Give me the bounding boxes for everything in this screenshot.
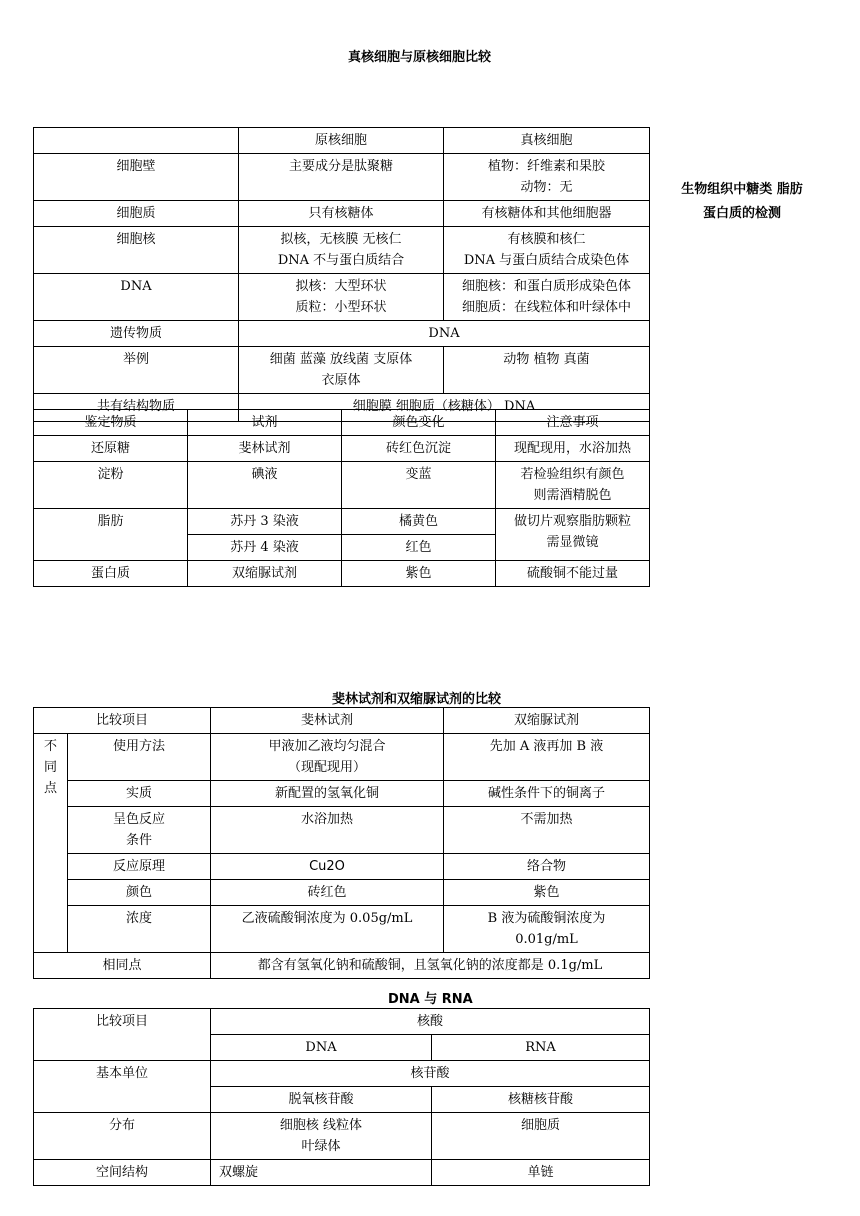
biuret-cell: 紫色: [444, 880, 650, 906]
table-row: [34, 436, 650, 462]
shared-cell: DNA: [239, 321, 650, 347]
row-label: 反应原理: [68, 854, 211, 880]
biuret-cell: 络合物: [444, 854, 650, 880]
note-cell: 硫酸铜不能过量: [496, 561, 650, 587]
eukaryote-cell: 有核膜和核仁 DNA 与蛋白质结合成染色体: [444, 227, 650, 274]
table-row: [34, 807, 650, 854]
row-label: DNA: [34, 274, 239, 321]
rna-header: RNA: [432, 1035, 650, 1061]
row-label: 使用方法: [68, 734, 211, 781]
row-label: 遗传物质: [34, 321, 239, 347]
header-substance: 鉴定物质: [34, 410, 188, 436]
prokaryote-cell: 拟核：大型环状 质粒：小型环状: [239, 274, 444, 321]
fehling-cell: 砖红色: [211, 880, 444, 906]
table-row: [34, 906, 650, 953]
same-point-value: 都含有氢氧化钠和硫酸铜，且氢氧化钠的浓度都是 0.1g/mL: [211, 953, 650, 979]
dna-unit: 脱氧核苷酸: [211, 1087, 432, 1113]
table-row: [34, 201, 650, 227]
section3-title: 斐林试剂和双缩脲试剂的比较: [332, 692, 502, 707]
dna-distribution: 细胞核 线粒体 叶绿体: [211, 1113, 432, 1160]
substance-cell: 淀粉: [34, 462, 188, 509]
header-fehling: 斐林试剂: [211, 708, 444, 734]
header-empty: [34, 128, 239, 154]
biuret-cell: 先加 A 液再加 B 液: [444, 734, 650, 781]
table-row: [34, 561, 650, 587]
distribution-label: 分布: [34, 1113, 211, 1160]
eukaryote-cell: 动物 植物 真菌: [444, 347, 650, 394]
prokaryote-cell: 只有核糖体: [239, 201, 444, 227]
substance-cell: 蛋白质: [34, 561, 188, 587]
same-point-label: 相同点: [34, 953, 211, 979]
note-cell: 做切片观察脂肪颗粒 需显微镜: [496, 509, 650, 561]
section1-title: 真核细胞与原核细胞比较: [348, 50, 492, 65]
header-color: 颜色变化: [342, 410, 496, 436]
reagent-comparison-table: [33, 707, 650, 979]
eukaryote-cell: 有核糖体和其他细胞器: [444, 201, 650, 227]
table-row: [34, 880, 650, 906]
substance-cell: 脂肪: [34, 509, 188, 561]
table-row: [34, 1160, 650, 1186]
row-label: 实质: [68, 781, 211, 807]
color-cell: 紫色: [342, 561, 496, 587]
prokaryote-cell: 主要成分是肽聚糖: [239, 154, 444, 201]
table-row: [34, 1113, 650, 1160]
prokaryote-cell: 拟核，无核膜 无核仁 DNA 不与蛋白质结合: [239, 227, 444, 274]
eukaryote-cell: 细胞核：和蛋白质形成染色体 细胞质：在线粒体和叶绿体中: [444, 274, 650, 321]
table-row: [34, 953, 650, 979]
dna-rna-table: [33, 1008, 650, 1186]
fehling-cell: Cu2O: [211, 854, 444, 880]
prokaryote-cell: 细菌 蓝藻 放线菌 支原体 衣原体: [239, 347, 444, 394]
table-row: [34, 781, 650, 807]
table-row: [34, 154, 650, 201]
eukaryote-cell: 植物：纤维素和果胶 动物：无: [444, 154, 650, 201]
fehling-cell: 甲液加乙液均匀混合 （现配现用）: [211, 734, 444, 781]
color-cell: 变蓝: [342, 462, 496, 509]
nucleic-acid-header: 核酸: [211, 1009, 650, 1035]
row-label: 细胞壁: [34, 154, 239, 201]
row-label: 颜色: [68, 880, 211, 906]
header-reagent: 试剂: [188, 410, 342, 436]
reagent-cell: 双缩脲试剂: [188, 561, 342, 587]
reagent-cell: 苏丹 4 染液: [188, 535, 342, 561]
reagent-cell: 苏丹 3 染液: [188, 509, 342, 535]
reagent-cell: 斐林试剂: [188, 436, 342, 462]
row-label: 呈色反应 条件: [68, 807, 211, 854]
table-row: [34, 274, 650, 321]
color-cell: 红色: [342, 535, 496, 561]
rna-distribution: 细胞质: [432, 1113, 650, 1160]
rna-structure: 单链: [432, 1160, 650, 1186]
fehling-cell: 乙液硫酸铜浓度为 0.05g/mL: [211, 906, 444, 953]
note-cell: 现配现用，水浴加热: [496, 436, 650, 462]
difference-group-label: 不 同 点: [34, 734, 68, 953]
header-biuret: 双缩脲试剂: [444, 708, 650, 734]
header-prokaryote: 原核细胞: [239, 128, 444, 154]
fehling-cell: 新配置的氢氧化铜: [211, 781, 444, 807]
shared-cell: 细胞膜 细胞质（核糖体） DNA: [239, 394, 650, 422]
compare-item-label: 比较项目: [34, 1009, 211, 1061]
table-row: [34, 227, 650, 274]
side-note: 生物组织中糖类 脂肪 蛋白质的检测: [681, 182, 803, 221]
fehling-cell: 水浴加热: [211, 807, 444, 854]
section4-title: DNA 与 RNA: [388, 992, 473, 1007]
dna-structure: 双螺旋: [211, 1160, 432, 1186]
dna-header: DNA: [211, 1035, 432, 1061]
row-label: 共有结构物质: [34, 394, 239, 422]
unit-label: 基本单位: [34, 1061, 211, 1113]
table-row: [34, 509, 650, 535]
header-note: 注意事项: [496, 410, 650, 436]
unit-value: 核苷酸: [211, 1061, 650, 1087]
table-row: [34, 1061, 650, 1087]
cell-comparison-table: [33, 127, 650, 422]
detection-table: [33, 409, 650, 587]
biuret-cell: 碱性条件下的铜离子: [444, 781, 650, 807]
substance-cell: 还原糖: [34, 436, 188, 462]
biuret-cell: 不需加热: [444, 807, 650, 854]
row-label: 举例: [34, 347, 239, 394]
table-row: [34, 462, 650, 509]
header-eukaryote: 真核细胞: [444, 128, 650, 154]
reagent-cell: 碘液: [188, 462, 342, 509]
note-cell: 若检验组织有颜色 则需酒精脱色: [496, 462, 650, 509]
table-row: [34, 347, 650, 394]
row-label: 浓度: [68, 906, 211, 953]
biuret-cell: B 液为硫酸铜浓度为 0.01g/mL: [444, 906, 650, 953]
table-row: [34, 734, 650, 781]
table-row: [34, 854, 650, 880]
color-cell: 橘黄色: [342, 509, 496, 535]
color-cell: 砖红色沉淀: [342, 436, 496, 462]
table-row: [34, 321, 650, 347]
header-compare-item: 比较项目: [34, 708, 211, 734]
rna-unit: 核糖核苷酸: [432, 1087, 650, 1113]
structure-label: 空间结构: [34, 1160, 211, 1186]
row-label: 细胞核: [34, 227, 239, 274]
row-label: 细胞质: [34, 201, 239, 227]
